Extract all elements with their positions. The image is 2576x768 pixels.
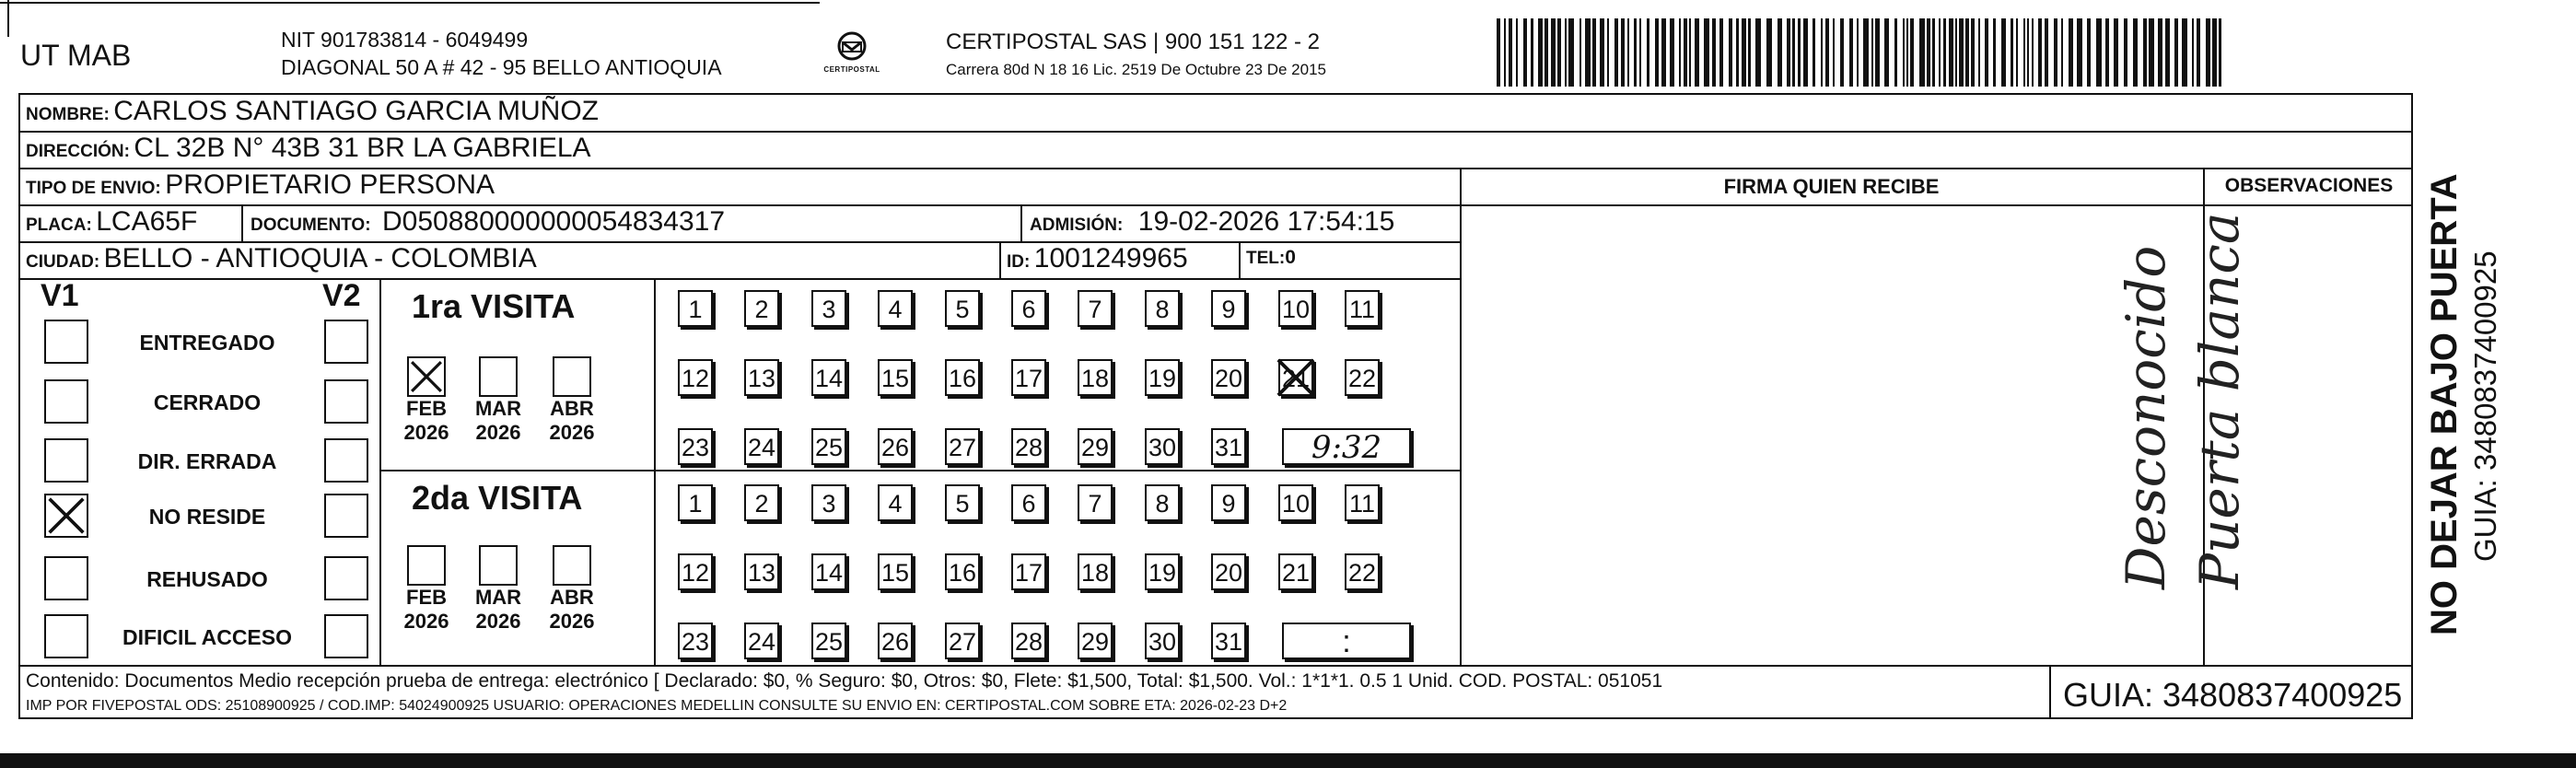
month-name: FEB <box>406 586 447 609</box>
day-box-days-1-23[interactable]: 23 <box>678 428 713 465</box>
admision-separator <box>1020 204 1022 241</box>
day-box-days-2-15[interactable]: 15 <box>878 553 913 590</box>
barcode-bar <box>1813 18 1815 87</box>
v1-checkbox-4[interactable] <box>44 556 88 600</box>
v1-checkbox-2[interactable] <box>44 438 88 483</box>
tel-separator <box>1239 241 1241 278</box>
barcode-bar <box>1538 18 1543 87</box>
barcode-bar <box>1985 18 1988 87</box>
first-visit-title: 1ra VISITA <box>412 287 576 325</box>
barcode-bar <box>2087 18 2091 87</box>
barcode-bar <box>1833 18 1835 87</box>
tel-row <box>1246 247 1296 269</box>
month-label-months-2-2 <box>540 586 604 634</box>
barcode-bar <box>1787 18 1790 87</box>
day-box-days-1-28[interactable]: 28 <box>1011 428 1046 465</box>
status-label-5: DIFICIL ACCESO <box>122 625 292 649</box>
day-box-days-1-6[interactable]: 6 <box>1011 290 1046 327</box>
placa-row <box>26 206 197 238</box>
day-box-days-1-15[interactable]: 15 <box>878 359 913 396</box>
barcode-bar <box>1971 18 1975 87</box>
day-box-days-2-31[interactable]: 31 <box>1211 623 1246 659</box>
month-label-months-1-1 <box>466 397 530 445</box>
day-box-days-1-3[interactable]: 3 <box>811 290 846 327</box>
footer-imp: IMP POR FIVEPOSTAL ODS: 25108900925 / COD.IMP: 54024900925 USUARIO: OPERACIONES MEDELLIN CONSULTE SU ENVIO EN: CERTIPOSTAL.COM SOBRE ETA: 2026-02-23 D+2 <box>26 698 1288 714</box>
barcode-bar <box>2165 18 2170 87</box>
v1-label: V1 <box>41 278 79 313</box>
barcode-bar <box>1544 18 1548 87</box>
day-box-days-1-21[interactable]: 21 <box>1278 359 1313 396</box>
barcode-bar <box>1943 18 1946 87</box>
day-check-overlay <box>1275 355 1317 400</box>
direccion-row <box>26 133 591 164</box>
month-year: 2026 <box>549 610 595 633</box>
carrier-sub: Carrera 80d N 18 16 Lic. 2519 De Octubre 23 De 2015 <box>946 61 1326 78</box>
carrier-line: CERTIPOSTAL SAS | 900 151 122 - 2 <box>946 29 1320 54</box>
day-box-days-2-27[interactable]: 27 <box>945 623 980 659</box>
day-box-days-2-24[interactable]: 24 <box>744 623 779 659</box>
id-row <box>1007 243 1188 274</box>
documento-label: DOCUMENTO: <box>251 215 371 235</box>
ciudad-label: CIUDAD: <box>26 252 100 272</box>
day-box-days-1-13[interactable]: 13 <box>744 359 779 396</box>
day-box-days-2-13[interactable]: 13 <box>744 553 779 590</box>
day-box-days-2-11[interactable]: 11 <box>1345 484 1380 521</box>
day-box-days-1-8[interactable]: 8 <box>1145 290 1180 327</box>
barcode-bar <box>2023 18 2025 87</box>
barcode-bar <box>2158 18 2162 87</box>
v1-checkbox-0[interactable] <box>44 320 88 364</box>
barcode-bar <box>2027 18 2029 87</box>
barcode-bar <box>2105 18 2109 87</box>
barcode-bar <box>2143 18 2147 87</box>
barcode-bar <box>1863 18 1869 87</box>
day-box-days-1-10[interactable]: 10 <box>1278 290 1313 327</box>
status-label-1: CERRADO <box>153 390 262 414</box>
barcode-bar <box>2001 18 2006 87</box>
day-box-days-1-30[interactable]: 30 <box>1145 428 1180 465</box>
visit-divider <box>379 470 1460 471</box>
day-box-days-2-22[interactable]: 22 <box>1345 553 1380 590</box>
barcode-bar <box>1939 18 1941 87</box>
day-box-days-2-5[interactable]: 5 <box>945 484 980 521</box>
footer-contenido: Contenido: Documentos Medio recepción prueba de entrega: electrónico [ Declarado: $0, % Seguro: $0, Otros: $0, Flete: $1,500, Total: $1,500. Vol.: 1*1*1. 0.5 1 Unid. COD. POSTAL: 051051 <box>26 670 1663 692</box>
day-box-days-2-1[interactable]: 1 <box>678 484 713 521</box>
nombre-value: CARLOS SANTIAGO GARCIA MUÑOZ <box>113 96 599 126</box>
month-year: 2026 <box>403 610 449 633</box>
barcode-bar <box>1647 18 1649 87</box>
second-visit-title: 2da VISITA <box>412 479 583 517</box>
placa-separator <box>241 204 243 241</box>
barcode-bar <box>1993 18 1996 87</box>
barcode-bar <box>1803 18 1808 87</box>
barcode-bar <box>1825 18 1829 87</box>
barcode-bar <box>1614 18 1618 87</box>
observaciones-label: OBSERVACIONES <box>2224 175 2394 196</box>
month-year: 2026 <box>475 610 521 633</box>
day-box-days-2-21[interactable]: 21 <box>1278 553 1313 590</box>
day-box-days-2-29[interactable]: 29 <box>1078 623 1113 659</box>
barcode-bar <box>2197 18 2200 87</box>
admision-value: 19-02-2026 17:54:15 <box>1137 206 1395 237</box>
barcode-bar <box>1565 18 1567 87</box>
barcode-bar <box>1955 18 1957 87</box>
barcode-bar <box>1557 18 1561 87</box>
no-dejar-text: NO DEJAR BAJO PUERTA <box>2424 173 2465 635</box>
barcode-bar <box>1689 18 1691 87</box>
first-visit-time[interactable]: 9:32 <box>1282 428 1411 465</box>
day-box-days-2-20[interactable]: 20 <box>1211 553 1246 590</box>
certipostal-logo <box>820 31 884 87</box>
v1-checkbox-3[interactable] <box>44 494 88 538</box>
month-name: ABR <box>550 397 594 420</box>
month-year: 2026 <box>403 421 449 444</box>
day-box-days-1-29[interactable]: 29 <box>1078 428 1113 465</box>
barcode-bar <box>1600 18 1604 87</box>
barcode-bar <box>1748 18 1751 87</box>
month-label-months-1-0 <box>394 397 459 445</box>
barcode-bar <box>1509 18 1512 87</box>
month-name: MAR <box>474 397 522 420</box>
barcode-bar <box>1906 18 1908 87</box>
day-box-days-2-25[interactable]: 25 <box>811 623 846 659</box>
barcode-bar <box>1704 18 1709 87</box>
ciudad-value: BELLO - ANTIOQUIA - COLOMBIA <box>103 243 537 273</box>
barcode-bar <box>1719 18 1723 87</box>
day-box-days-1-26[interactable]: 26 <box>878 428 913 465</box>
top-edge-line <box>0 2 820 4</box>
day-box-days-2-3[interactable]: 3 <box>811 484 846 521</box>
check-x-icon <box>409 358 444 395</box>
day-box-days-1-20[interactable]: 20 <box>1211 359 1246 396</box>
barcode-bar <box>2016 18 2018 87</box>
barcode-bar <box>1949 18 1953 87</box>
day-box-days-1-31[interactable]: 31 <box>1211 428 1246 465</box>
observation-handwriting: Desconocido Puerta blanca <box>2115 212 2251 589</box>
barcode-bar <box>2174 18 2178 87</box>
day-box-days-1-27[interactable]: 27 <box>945 428 980 465</box>
barcode-bar <box>1585 18 1591 87</box>
barcode-bar <box>2096 18 2102 87</box>
v2-checkbox-5[interactable] <box>324 614 368 658</box>
day-box-days-1-1[interactable]: 1 <box>678 290 713 327</box>
direccion-value: CL 32B N° 43B 31 BR LA GABRIELA <box>134 133 591 163</box>
barcode-bar <box>1849 18 1853 87</box>
barcode-bar <box>1551 18 1556 87</box>
barcode-bar <box>1755 18 1761 87</box>
day-box-days-2-17[interactable]: 17 <box>1011 553 1046 590</box>
nit-line: NIT 901783814 - 6049499 <box>281 28 529 52</box>
barcode-bar <box>2054 18 2057 87</box>
month-year: 2026 <box>475 421 521 444</box>
direccion-label: DIRECCIÓN: <box>26 142 130 161</box>
id-separator <box>999 241 1001 278</box>
day-box-days-1-14[interactable]: 14 <box>811 359 846 396</box>
tipo-value: PROPIETARIO PERSONA <box>165 169 495 200</box>
barcode-bar <box>1766 18 1772 87</box>
v2-checkbox-2[interactable] <box>324 438 368 483</box>
barcode-bar <box>1875 18 1880 87</box>
day-box-days-1-5[interactable]: 5 <box>945 290 980 327</box>
envelope-logo-icon <box>833 31 870 61</box>
side-guia-text: GUIA: 3480837400925 <box>2468 250 2502 562</box>
barcode-bar <box>1729 18 1732 87</box>
barcode-bar <box>1742 18 1746 87</box>
day-box-days-2-23[interactable]: 23 <box>678 623 713 659</box>
ciudad-row <box>26 243 537 274</box>
day-box-days-2-8[interactable]: 8 <box>1145 484 1180 521</box>
day-box-days-2-16[interactable]: 16 <box>945 553 980 590</box>
month-name: MAR <box>474 586 522 609</box>
day-box-days-1-25[interactable]: 25 <box>811 428 846 465</box>
status-separator <box>379 278 381 665</box>
barcode-bar <box>2045 18 2048 87</box>
barcode <box>1497 18 2229 87</box>
v2-checkbox-1[interactable] <box>324 379 368 424</box>
nombre-label: NOMBRE: <box>26 105 110 124</box>
company-name: UT MAB <box>20 39 132 72</box>
barcode-bar <box>1932 18 1935 87</box>
tipo-row <box>26 169 495 201</box>
day-box-days-1-7[interactable]: 7 <box>1078 290 1113 327</box>
month-label-months-1-2 <box>540 397 604 445</box>
month-checkbox-months-1-0[interactable] <box>407 356 446 397</box>
day-box-days-1-11[interactable]: 11 <box>1345 290 1380 327</box>
month-name: ABR <box>550 586 594 609</box>
month-label-months-2-1 <box>466 586 530 634</box>
barcode-bar <box>2149 18 2154 87</box>
barcode-bar <box>1695 18 1699 87</box>
barcode-bar <box>2114 18 2118 87</box>
day-box-days-1-2[interactable]: 2 <box>744 290 779 327</box>
day-box-days-1-19[interactable]: 19 <box>1145 359 1180 396</box>
barcode-bar <box>1965 18 1969 87</box>
v1-checkbox-5[interactable] <box>44 614 88 658</box>
barcode-bar <box>1634 18 1637 87</box>
barcode-bar <box>1670 18 1674 87</box>
admision-row <box>1030 206 1394 238</box>
barcode-bar <box>2219 18 2221 87</box>
month-checkbox-months-1-2[interactable] <box>553 356 591 397</box>
barcode-bar <box>1959 18 1964 87</box>
barcode-bar <box>2124 18 2127 87</box>
months-separator <box>654 278 656 665</box>
barcode-bar <box>1627 18 1629 87</box>
admision-label: ADMISIÓN: <box>1030 215 1124 235</box>
firma-separator <box>1460 168 1462 665</box>
day-box-days-1-17[interactable]: 17 <box>1011 359 1046 396</box>
barcode-bar <box>1568 18 1574 87</box>
check-x-icon <box>1275 355 1317 400</box>
barcode-bar <box>1607 18 1609 87</box>
barcode-bar <box>1579 18 1581 87</box>
day-box-days-1-22[interactable]: 22 <box>1345 359 1380 396</box>
documento-value: D050880000000054834317 <box>382 206 726 237</box>
barcode-bar <box>1903 18 1905 87</box>
day-box-days-1-24[interactable]: 24 <box>744 428 779 465</box>
status-label-0: ENTREGADO <box>139 331 275 355</box>
bottom-band <box>0 753 2576 768</box>
month-label-months-2-0 <box>394 586 459 634</box>
tel-value: 0 <box>1285 247 1296 268</box>
barcode-bar <box>2206 18 2210 87</box>
v2-label: V2 <box>322 278 361 313</box>
nombre-row <box>26 96 599 127</box>
left-edge-tick <box>7 0 9 37</box>
barcode-bar <box>1871 18 1873 87</box>
logo-text: CERTIPOSTAL <box>823 65 880 74</box>
barcode-bar <box>1661 18 1666 87</box>
address-line: DIAGONAL 50 A # 42 - 95 BELLO ANTIOQUIA <box>281 55 722 79</box>
status-label-2: DIR. ERRADA <box>137 449 277 473</box>
day-box-days-2-7[interactable]: 7 <box>1078 484 1113 521</box>
day-box-days-2-18[interactable]: 18 <box>1078 553 1113 590</box>
barcode-bar <box>1736 18 1739 87</box>
barcode-bar <box>1516 18 1518 87</box>
month-checkbox-months-2-0[interactable] <box>407 545 446 586</box>
guia-box-separator <box>2049 665 2051 719</box>
month-checkbox-months-2-1[interactable] <box>479 545 518 586</box>
barcode-bar <box>1884 18 1889 87</box>
month-year: 2026 <box>549 421 595 444</box>
day-box-days-2-2[interactable]: 2 <box>744 484 779 521</box>
barcode-bar <box>1821 18 1823 87</box>
second-visit-time[interactable]: : <box>1282 623 1411 659</box>
id-label: ID: <box>1007 252 1031 272</box>
barcode-bar <box>1639 18 1641 87</box>
barcode-bar <box>1927 18 1930 87</box>
day-box-days-1-9[interactable]: 9 <box>1211 290 1246 327</box>
barcode-bar <box>1497 18 1500 87</box>
day-box-days-1-4[interactable]: 4 <box>878 290 913 327</box>
barcode-bar <box>1798 18 1801 87</box>
day-box-days-2-30[interactable]: 30 <box>1145 623 1180 659</box>
obs-header-line <box>1460 204 2413 206</box>
day-box-days-2-14[interactable]: 14 <box>811 553 846 590</box>
firma-label: FIRMA QUIEN RECIBE <box>1723 175 1940 198</box>
day-box-days-1-16[interactable]: 16 <box>945 359 980 396</box>
barcode-bar <box>1792 18 1795 87</box>
barcode-bar <box>1840 18 1844 87</box>
barcode-bar <box>1684 18 1687 87</box>
documento-row <box>251 206 725 238</box>
day-box-days-2-19[interactable]: 19 <box>1145 553 1180 590</box>
barcode-bar <box>2212 18 2217 87</box>
day-box-days-2-4[interactable]: 4 <box>878 484 913 521</box>
barcode-bar <box>1978 18 1980 87</box>
barcode-bar <box>2011 18 2013 87</box>
v1-checkbox-1[interactable] <box>44 379 88 424</box>
barcode-bar <box>2182 18 2187 87</box>
status-label-3: NO RESIDE <box>148 505 266 529</box>
footer-line <box>18 665 2413 667</box>
v2-checkbox-3[interactable] <box>324 494 368 538</box>
tipo-label: TIPO DE ENVIO: <box>26 179 161 198</box>
v2-checkbox-0[interactable] <box>324 320 368 364</box>
v2-checkbox-4[interactable] <box>324 556 368 600</box>
day-box-days-2-10[interactable]: 10 <box>1278 484 1313 521</box>
day-box-days-1-12[interactable]: 12 <box>678 359 713 396</box>
barcode-bar <box>1712 18 1716 87</box>
barcode-bar <box>1894 18 1897 87</box>
day-box-days-2-9[interactable]: 9 <box>1211 484 1246 521</box>
barcode-bar <box>1621 18 1625 87</box>
tel-label: TEL: <box>1246 249 1286 268</box>
barcode-bar <box>1778 18 1782 87</box>
status-label-4: REHUSADO <box>146 567 268 591</box>
day-box-days-2-12[interactable]: 12 <box>678 553 713 590</box>
barcode-bar <box>2192 18 2194 87</box>
placa-value: LCA65F <box>96 206 198 237</box>
barcode-bar <box>2069 18 2073 87</box>
barcode-bar <box>1523 18 1527 87</box>
day-box-days-2-28[interactable]: 28 <box>1011 623 1046 659</box>
barcode-bar <box>1504 18 1506 87</box>
day-box-days-2-6[interactable]: 6 <box>1011 484 1046 521</box>
day-box-days-2-26[interactable]: 26 <box>878 623 913 659</box>
id-value: 1001249965 <box>1033 243 1188 273</box>
barcode-bar <box>1592 18 1596 87</box>
footer-guia: GUIA: 3480837400925 <box>2063 676 2403 714</box>
barcode-bar <box>1655 18 1659 87</box>
barcode-bar <box>1531 18 1533 87</box>
barcode-bar <box>1919 18 1925 87</box>
barcode-bar <box>2077 18 2082 87</box>
month-checkbox-months-2-2[interactable] <box>553 545 591 586</box>
barcode-bar <box>2032 18 2034 87</box>
check-x-icon <box>46 495 87 536</box>
barcode-bar <box>1910 18 1914 87</box>
day-box-days-1-18[interactable]: 18 <box>1078 359 1113 396</box>
month-name: FEB <box>406 397 447 420</box>
month-checkbox-months-1-1[interactable] <box>479 356 518 397</box>
barcode-bar <box>1679 18 1681 87</box>
row-line-5 <box>18 278 1460 280</box>
placa-label: PLACA: <box>26 215 92 235</box>
barcode-bar <box>2133 18 2138 87</box>
barcode-bar <box>2061 18 2063 87</box>
barcode-bar <box>2038 18 2042 87</box>
barcode-bar <box>1857 18 1859 87</box>
